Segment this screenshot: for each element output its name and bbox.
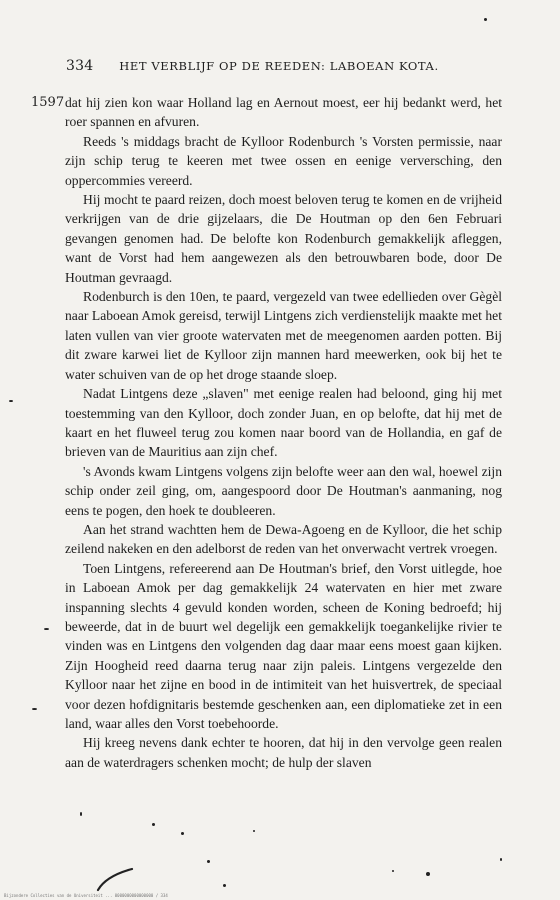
scan-speck <box>44 628 49 630</box>
ink-stroke <box>96 866 136 892</box>
paragraph: Reeds 's middags bracht de Kylloor Rodenburch 's Vorsten permissie, naar zijn schip terug te keeren met twee ossen en eenige verversching, den oppercommies vereerd. <box>65 133 502 188</box>
paragraph: Rodenburch is den 10en, te paard, vergezeld van twee edellieden over Gègèl naar Laboean Amok gereisd, terwijl Lintgens zich verdienstelijk maakte met het laten vullen van vier groote watervaten met de meegenomen aarden potten. Bij dit zware karwei liet de Kylloor zijn mannen hard meewerken, ook bij het te water schuiven van de op het droge staande sloep. <box>65 289 502 382</box>
scan-speck <box>500 858 502 861</box>
margin-year: 1597 <box>31 95 65 110</box>
paragraph: Toen Lintgens, refereerend aan De Houtman's brief, den Vorst uitlegde, hoe in Laboean Amok per dag gemakkelijk 24 watervaten en hier met zware inspanning slechts 4 gevuld konden worden, scheen de Koning bedroefd; hij beweerde, dat in de buurt wel degelijk een gemakkelijk toegankelijke rivier te vinden was en Lintgens den volgenden dag daar maar eens moest gaan kijken. Zijn Hoogheid reed daarna terug naar zijn paleis. Lintgens vergezelde den Kylloor naar het zijne en bood in de intimiteit van het huisvertrek, de speciaal voor dezen hofdignitaris bestemde geschenken aan, een diplomatieke zet in een land, waar alles den Vorst toebehoorde. <box>65 560 502 731</box>
scan-speck <box>392 870 394 872</box>
paragraph: Nadat Lintgens deze „slaven" met eenige realen had beloond, ging hij met toestemming van den Kylloor, doch zonder Juan, en op belofte, dat hij met de kaart en het fluweel terug zou komen naar boord van de Hollandia, en gaf de brieven van de Mauritius aan zijn chef. <box>65 386 502 460</box>
paragraph: Aan het strand wachtten hem de Dewa-Agoeng en de Kylloor, die het schip zeilend nakeken en den adelborst de reden van het onverwacht vertrek vroegen. <box>65 521 502 557</box>
scan-speck <box>484 18 487 21</box>
scan-speck <box>80 812 82 816</box>
scan-speck <box>207 860 210 863</box>
scan-speck <box>9 400 13 402</box>
body-text <box>65 93 502 772</box>
scan-speck <box>223 884 226 887</box>
running-title: HET VERBLIJF OP DE REEDEN: LABOEAN KOTA. <box>119 59 439 73</box>
scan-speck <box>426 872 430 876</box>
paragraph: 's Avonds kwam Lintgens volgens zijn belofte weer aan den wal, hoewel zijn schip onder zeil ging, om, aangespoord door De Houtman's aanmaning, nog eens te pogen, den hoek te doubleeren. <box>65 463 502 518</box>
scan-speck <box>181 832 184 835</box>
page-number: 334 <box>66 58 94 74</box>
scan-footer: Bijzondere Collecties van de Universiteit ... 0000000000000000 / 334 <box>4 893 168 898</box>
scan-speck <box>32 708 37 710</box>
scan-speck <box>253 830 255 832</box>
paragraph: Hij mocht te paard reizen, doch moest beloven terug te komen en de vrijheid verkrijgen van de drie gijzelaars, die De Houtman op den 6en Februari gevangen genomen had. De belofte kon Rodenburch gemakkelijk afleggen, want de Vorst had hem aangewezen als den betrouwbaren bode, door De Houtman gevraagd. <box>65 192 502 285</box>
scan-speck <box>152 823 155 826</box>
page-header <box>66 58 506 74</box>
paragraph: Hij kreeg nevens dank echter te hooren, dat hij in den vervolge geen realen aan de waterdragers schenken mocht; de hulp der slaven <box>65 735 502 770</box>
paragraph: dat hij zien kon waar Holland lag en Aernout moest, eer hij bedankt werd, het roer spannen en afvuren. <box>65 95 502 130</box>
